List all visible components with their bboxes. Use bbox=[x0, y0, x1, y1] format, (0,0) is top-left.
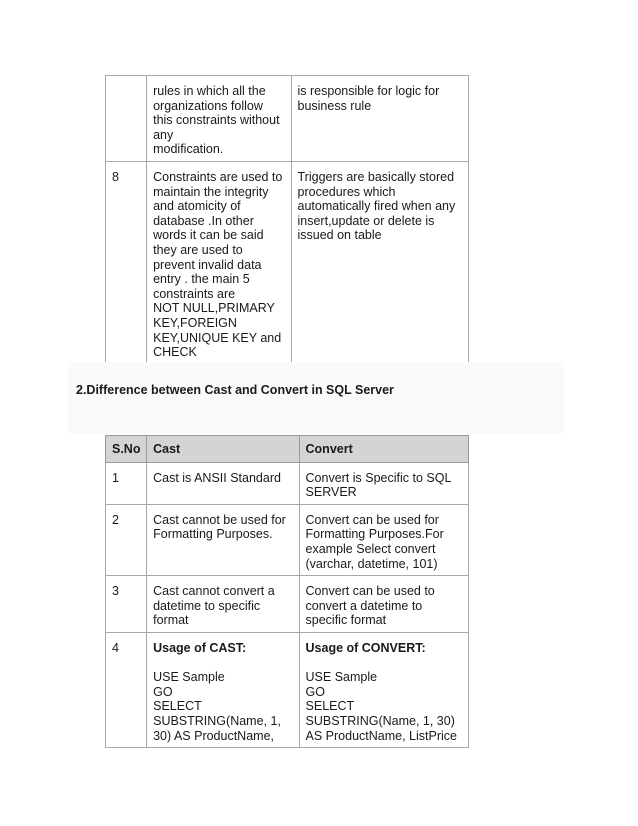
convert-cell: Convert can be used to convert a datetime to specific format bbox=[299, 576, 468, 633]
cast-cell bbox=[147, 632, 299, 747]
sno-cell: 3 bbox=[106, 576, 147, 633]
convert-usage-code: USE Sample GO SELECT SUBSTRING(Name, 1, 30) AS ProductName, ListPrice bbox=[305, 670, 457, 743]
sno-cell: 1 bbox=[106, 462, 147, 504]
triggers-cell: Triggers are basically stored procedures which automatically fired when any insert,update or delete is issued on table bbox=[291, 161, 469, 364]
convert-cell: Convert can be used for Formatting Purposes.For example Select convert (varchar, datetime, 101) bbox=[299, 504, 468, 575]
cast-cell: Cast cannot be used for Formatting Purposes. bbox=[147, 504, 299, 575]
table-row bbox=[106, 161, 469, 364]
sno-cell bbox=[106, 76, 147, 162]
column-header-sno: S.No bbox=[106, 436, 147, 463]
section-heading: 2.Difference between Cast and Convert in SQL Server bbox=[76, 383, 394, 397]
convert-cell: Convert is Specific to SQL SERVER bbox=[299, 462, 468, 504]
table-row bbox=[106, 576, 469, 633]
column-header-cast: Cast bbox=[147, 436, 299, 463]
heading-band bbox=[68, 362, 564, 434]
cast-usage-code: USE Sample GO SELECT SUBSTRING(Name, 1, 30) AS ProductName, bbox=[153, 670, 281, 743]
sno-cell: 2 bbox=[106, 504, 147, 575]
constraints-cell: rules in which all the organizations follow this constraints without any modification. bbox=[147, 76, 291, 162]
cast-usage-label: Usage of CAST: bbox=[153, 640, 247, 655]
table-header-row bbox=[106, 436, 469, 463]
table-row bbox=[106, 632, 469, 747]
column-header-convert: Convert bbox=[299, 436, 468, 463]
cast-vs-convert-table bbox=[105, 435, 469, 748]
triggers-cell: is responsible for logic for business rule bbox=[291, 76, 469, 162]
convert-usage-label: Usage of CONVERT: bbox=[305, 640, 426, 655]
table-row bbox=[106, 76, 469, 162]
convert-cell bbox=[299, 632, 468, 747]
table-row bbox=[106, 504, 469, 575]
sno-cell: 4 bbox=[106, 632, 147, 747]
constraints-cell: Constraints are used to maintain the integrity and atomicity of database .In other words it can be said they are used to prevent invalid data entry . the main 5 constraints are NOT NULL,PRIMARY KEY,FOREIGN KEY,UNIQUE KEY and CHECK bbox=[147, 161, 291, 364]
cast-cell: Cast is ANSII Standard bbox=[147, 462, 299, 504]
constraints-vs-triggers-table bbox=[105, 75, 469, 365]
sno-cell: 8 bbox=[106, 161, 147, 364]
cast-cell: Cast cannot convert a datetime to specific format bbox=[147, 576, 299, 633]
table-row bbox=[106, 462, 469, 504]
